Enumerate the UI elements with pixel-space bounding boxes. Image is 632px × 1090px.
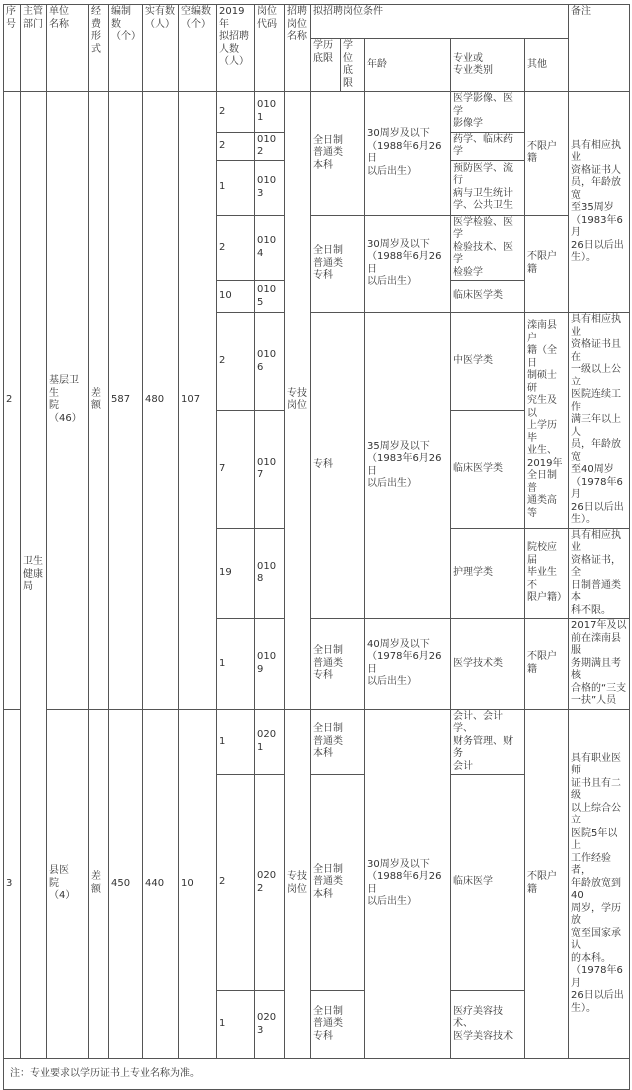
major-cell: 预防医学、流行 病与卫生统计 学、公共卫生 [451,160,525,215]
major-cell: 中医学类 [451,313,525,411]
code-cell: 0106 [255,313,285,411]
remark-cell: 具有相应执业 资格证书人 员，年龄放宽 至35周岁 （1983年6月 26日以后出 生）。 [569,92,630,313]
age-cell: 30周岁及以下 （1988年6月26日 以后出生） [365,709,451,1059]
age-cell: 30周岁及以下 （1988年6月26日 以后出生） [365,92,451,216]
header-education: 学历 底限 [311,39,341,92]
code-cell: 0109 [255,619,285,710]
major-cell: 医学影像、医学 影像学 [451,92,525,133]
education-cell: 全日制 普通类 本科 [311,709,365,775]
major-cell: 临床医学 [451,775,525,991]
header-actual: 实有数 （人） [143,5,179,92]
table-row [4,709,630,775]
dept-cell: 卫生 健康 局 [21,92,47,1059]
major-cell: 医学技术类 [451,619,525,710]
code-cell: 0105 [255,281,285,313]
age-cell: 40周岁及以下 （1978年6月26日 以后出生） [365,619,451,710]
code-cell: 0203 [255,991,285,1059]
seq-cell: 3 [4,709,21,1059]
vacant-cell: 107 [179,92,217,710]
major-cell: 医学检验、医学 检验技术、医学 检验学 [451,215,525,281]
header-seq: 序 号 [4,5,21,92]
post-name-cell: 专技 岗位 [285,709,311,1059]
other-cell: 不限户籍 [525,215,569,313]
remark-cell: 具有相应执业 资格证书且在 一级以上公立 医院连续工作 满三年以上人 员，年龄放宽 至40周岁 （1978年6月 26日以后出 生）。 [569,313,630,529]
education-cell: 全日制 普通类 本科 [311,775,365,991]
unit-cell: 基层卫生 院 （46） [47,92,89,710]
major-cell: 药学、临床药学 [451,132,525,160]
other-cell: 不限户籍 [525,619,569,710]
quota-cell: 450 [109,709,143,1059]
code-cell: 0201 [255,709,285,775]
major-cell: 会计、会计学、 财务管理、财务 会计 [451,709,525,775]
actual-cell: 480 [143,92,179,710]
count-cell: 1 [217,991,255,1059]
table-row [4,92,630,133]
seq-cell: 2 [4,92,21,710]
education-cell: 全日制 普通类 专科 [311,215,365,313]
code-cell: 0202 [255,775,285,991]
count-cell: 2 [217,313,255,411]
count-cell: 2 [217,775,255,991]
recruitment-table [3,4,630,1090]
code-cell: 0103 [255,160,285,215]
count-cell: 2 [217,92,255,133]
code-cell: 0107 [255,411,285,528]
age-cell: 35周岁及以下 （1983年6月26日 以后出生） [365,313,451,619]
actual-cell: 440 [143,709,179,1059]
count-cell: 2 [217,132,255,160]
header-vacant: 空编数 （个） [179,5,217,92]
education-cell: 全日制 普通类 专科 [311,991,365,1059]
other-cell: 院校应届 毕业生不 限户籍） [525,528,569,619]
code-cell: 0108 [255,528,285,619]
header-age: 年龄 [365,39,451,92]
header-unit: 单位 名称 [47,5,89,92]
header-remark: 备注 [569,5,630,92]
major-cell: 临床医学类 [451,411,525,528]
header-major: 专业或 专业类别 [451,39,525,92]
major-cell: 护理学类 [451,528,525,619]
count-cell: 1 [217,619,255,710]
header-post-code: 岗位 代码 [255,5,285,92]
age-cell: 30周岁及以下 （1988年6月26日 以后出生） [365,215,451,313]
count-cell: 2 [217,215,255,281]
code-cell: 0101 [255,92,285,133]
other-cell: 不限户籍 [525,92,569,216]
code-cell: 0102 [255,132,285,160]
education-cell: 全日制 普通类 本科 [311,92,365,216]
other-cell: 不限户籍 [525,709,569,1059]
vacant-cell: 10 [179,709,217,1059]
count-cell: 1 [217,160,255,215]
header-post-name: 招聘 岗位 名称 [285,5,311,92]
header-degree: 学位 底限 [341,39,365,92]
remark-cell: 具有相应执业 资格证书，全 日制普通类本 科不限。 [569,528,630,619]
count-cell: 19 [217,528,255,619]
footnote: 注：专业要求以学历证书上专业名称为准。 [4,1059,630,1090]
unit-cell: 县医 院 （4） [47,709,89,1059]
code-cell: 0104 [255,215,285,281]
remark-cell: 具有职业医师 证书且有二级 以上综合公立 医院5年以上 工作经验者， 年龄放宽到40 周岁，学历放 宽至国家承认 的本科。 （1978年6月 26日以后出 生）。 [569,709,630,1059]
funding-cell: 差 额 [89,709,109,1059]
header-other: 其他 [525,39,569,92]
header-quota: 编制数 （个） [109,5,143,92]
education-cell: 全日制 普通类 专科 [311,619,365,710]
education-cell: 专科 [311,313,365,619]
other-cell: 滦南县户 籍（全日 制硕士研 究生及以 上学历毕 业生、 2019年 全日制普 通类高等 [525,313,569,529]
header-dept: 主管 部门 [21,5,47,92]
count-cell: 1 [217,709,255,775]
header-conditions: 拟招聘岗位条件 [311,5,569,39]
major-cell: 临床医学类 [451,281,525,313]
quota-cell: 587 [109,92,143,710]
count-cell: 10 [217,281,255,313]
header-plan: 2019年 拟招聘 人数 （人） [217,5,255,92]
major-cell: 医疗美容技术、 医学美容技术 [451,991,525,1059]
funding-cell: 差 额 [89,92,109,710]
remark-cell: 2017年及以 前在滦南县服 务期满且考核 合格的“三支 一扶”人员 [569,619,630,710]
header-funding: 经 费 形 式 [89,5,109,92]
count-cell: 7 [217,411,255,528]
post-name-cell: 专技 岗位 [285,92,311,710]
